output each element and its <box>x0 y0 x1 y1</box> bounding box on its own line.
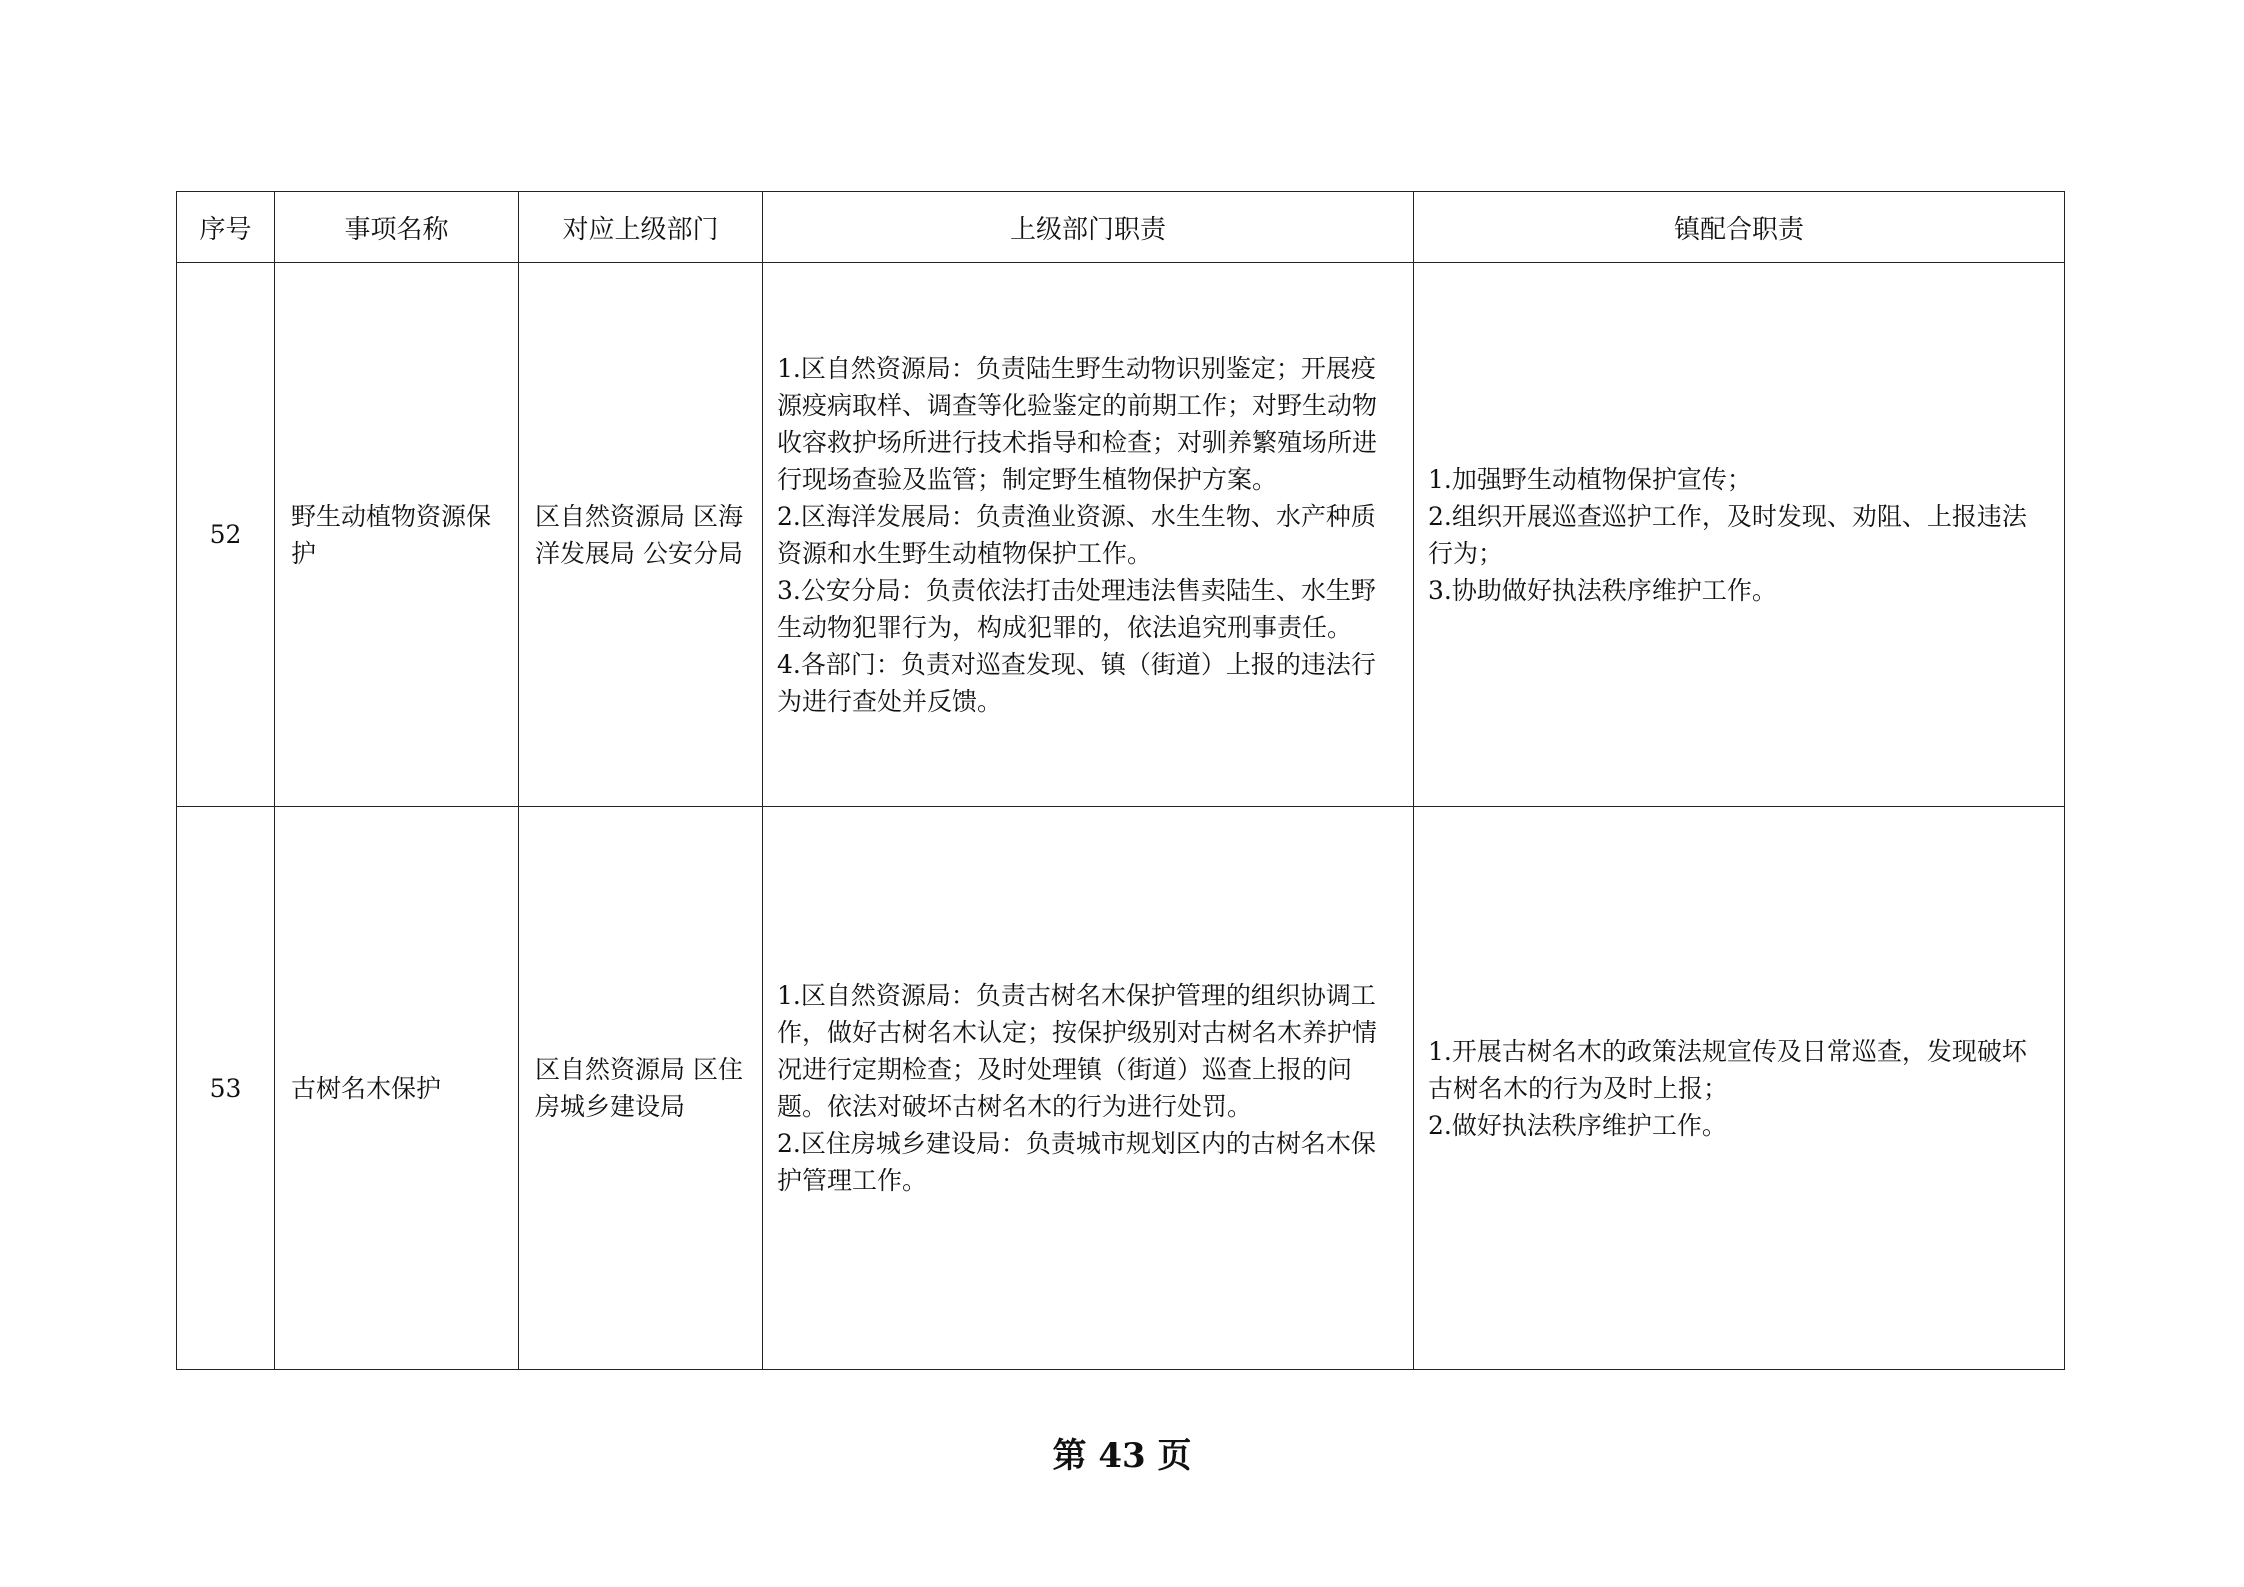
row-superior-dept: 区自然资源局 区住房城乡建设局 <box>519 807 763 1370</box>
duty-table <box>176 191 2065 1370</box>
row-item-name: 古树名木保护 <box>275 807 519 1370</box>
duty-line: 1.区自然资源局：负责古树名木保护管理的组织协调工作，做好古树名木认定；按保护级别对古树名木养护情况进行定期检查；及时处理镇（街道）巡查上报的问题。依法对破坏古树名木的行为进行处罚。 <box>777 981 1378 1121</box>
table-row <box>177 807 2065 1370</box>
duty-line: 4.各部门：负责对巡查发现、镇（街道）上报的违法行为进行查处并反馈。 <box>777 649 1376 716</box>
header-serial-no: 序号 <box>177 192 275 263</box>
row-town-duty <box>1414 807 2065 1370</box>
duty-line: 1.区自然资源局：负责陆生野生动物识别鉴定；开展疫源疫病取样、调查等化验鉴定的前期工作；对野生动物收容救护场所进行技术指导和检查；对驯养繁殖场所进行现场查验及监管；制定野生植物保护方案。 <box>777 353 1378 494</box>
header-item-name: 事项名称 <box>275 192 519 263</box>
table-row <box>177 263 2065 807</box>
row-serial-no: 53 <box>177 807 275 1370</box>
coop-line: 2.做好执法秩序维护工作。 <box>1428 1110 1727 1140</box>
page-number: 第 43 页 <box>1052 1436 1192 1476</box>
duty-line: 2.区海洋发展局：负责渔业资源、水生生物、水产种质资源和水生野生动植物保护工作。 <box>777 501 1376 568</box>
row-superior-duty <box>763 263 1414 807</box>
coop-line: 2.组织开展巡查巡护工作，及时发现、劝阻、上报违法行为； <box>1428 501 2027 568</box>
coop-line: 3.协助做好执法秩序维护工作。 <box>1428 575 1777 605</box>
duty-line: 2.区住房城乡建设局：负责城市规划区内的古树名木保护管理工作。 <box>777 1129 1376 1195</box>
header-town-duty: 镇配合职责 <box>1414 192 2065 263</box>
row-superior-duty <box>763 807 1414 1370</box>
row-superior-dept: 区自然资源局 区海洋发展局 公安分局 <box>519 263 763 807</box>
duty-line: 3.公安分局：负责依法打击处理违法售卖陆生、水生野生动物犯罪行为，构成犯罪的，依法追究刑事责任。 <box>777 575 1376 642</box>
coop-line: 1.加强野生动植物保护宣传； <box>1428 464 1752 494</box>
row-item-name: 野生动植物资源保护 <box>275 263 519 807</box>
row-town-duty <box>1414 263 2065 807</box>
table-header-row <box>177 192 2065 263</box>
coop-line: 1.开展古树名木的政策法规宣传及日常巡查，发现破坏古树名木的行为及时上报； <box>1428 1036 2027 1103</box>
row-serial-no: 52 <box>177 263 275 807</box>
header-superior-duty: 上级部门职责 <box>763 192 1414 263</box>
header-superior-dept: 对应上级部门 <box>519 192 763 263</box>
